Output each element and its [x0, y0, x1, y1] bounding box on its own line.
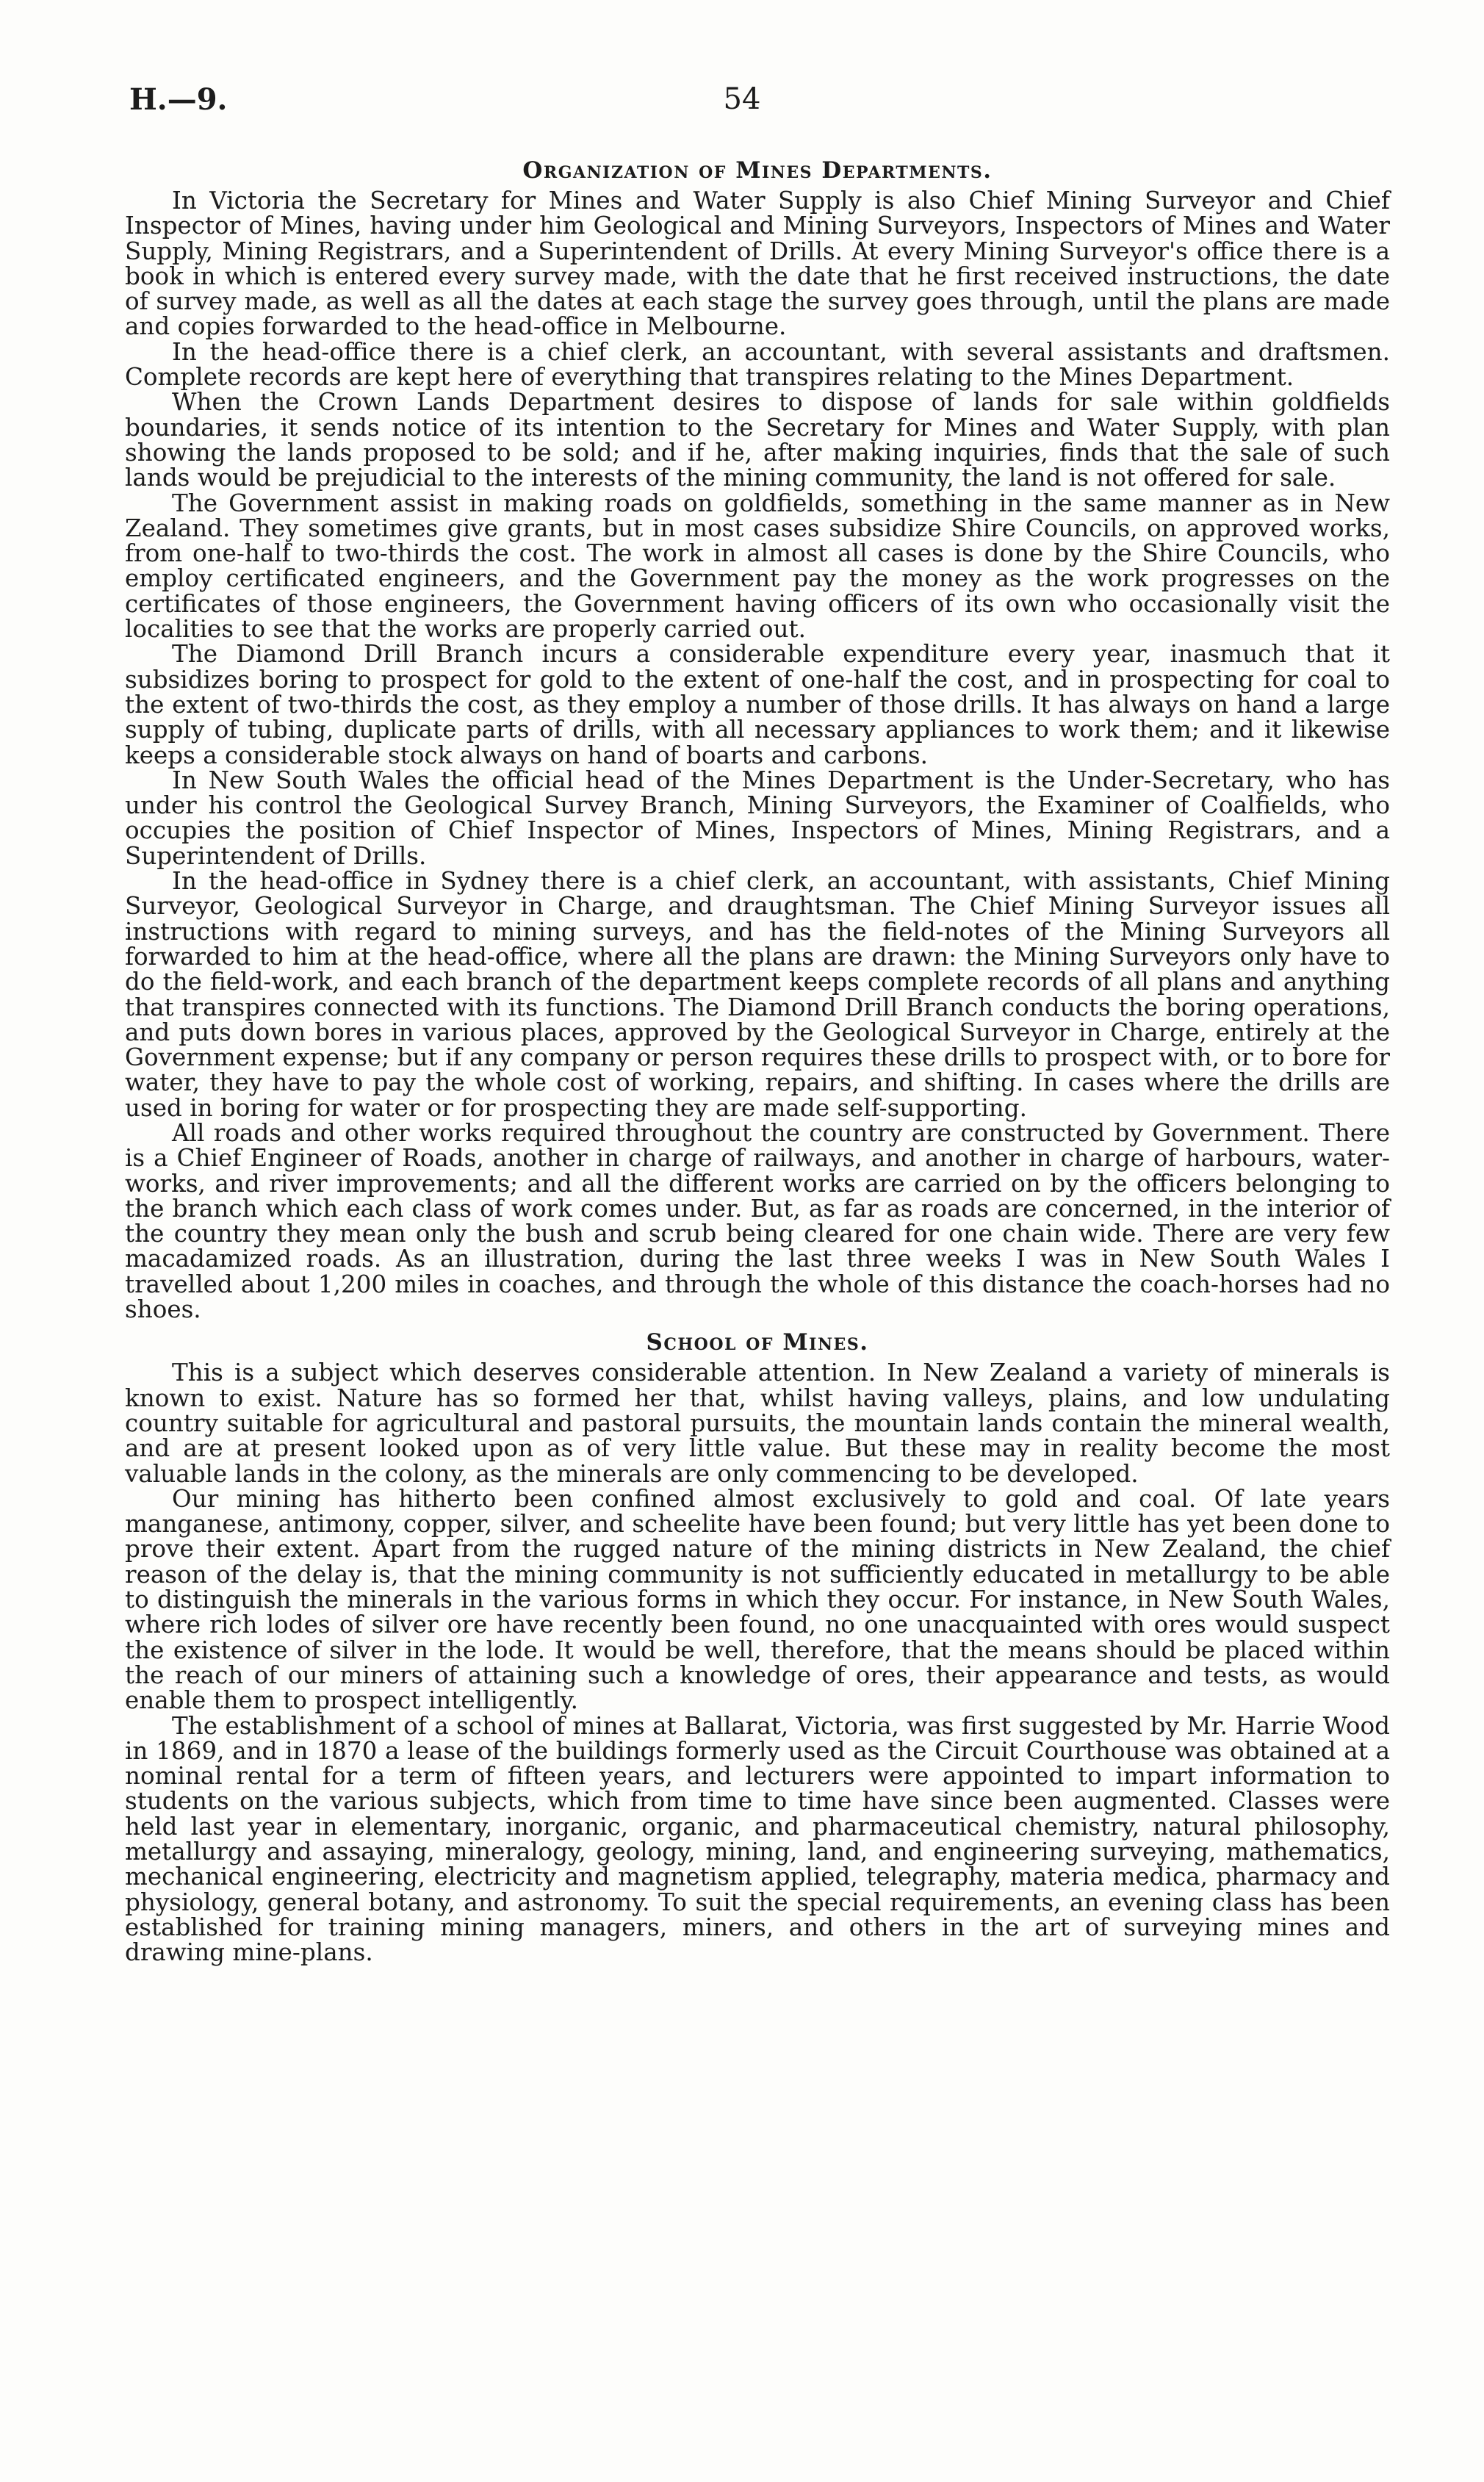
- section-heading: School of Mines.: [646, 1329, 869, 1356]
- section-heading: Organization of Mines Departments.: [522, 157, 993, 184]
- paragraph: The establishment of a school of mines at Ballarat, Victoria, was first suggested by Mr. Harrie Wood in 1869, and in 1870 a lease of the buildings formerly used as the Circuit Courthouse was obtained at a nominal rental for a term of fifteen years, and lecturers were appointed to impart information to students on the various subjects, which from time to time have since been augmented. Classes were held last year in elementary, inorganic, organic, and pharmaceutical chemistry, natural philosophy, metallurgy and assaying, mineralogy, geology, mining, land, and engineering surveying, mathematics, mechanical engineering, electricity and magnetism applied, telegraphy, materia medica, pharmacy and physiology, general botany, and astronomy. To suit the special requirements, an evening class has been established for training mining managers, miners, and others in the art of surveying mines and drawing mine-plans.: [125, 1711, 1390, 1967]
- paragraph: When the Crown Lands Department desires to dispose of lands for sale within goldfields boundaries, it sends notice of its intention to the Secretary for Mines and Water Supply, with plan showing the lands proposed to be sold; and if he, after making inquiries, finds that the sale of such lands would be prejudicial to the interests of the mining community, the land is not offered for sale.: [125, 388, 1390, 492]
- paragraph: In the head-office in Sydney there is a chief clerk, an accountant, with assistants, Chief Mining Surveyor, Geological Surveyor in Charge, and draughtsman. The Chief Mining Surveyor issues all instructions with regard to mining surveys, and has the field-notes of the Mining Surveyors all forwarded to him at the head-office, where all the plans are drawn: the Mining Surveyors only have to do the field-work, and each branch of the department keeps complete records of all plans and anything that transpires connected with its functions. The Diamond Drill Branch conducts the boring operations, and puts down bores in various places, approved by the Geological Surveyor in Charge, entirely at the Government expense; but if any company or person requires these drills to prospect with, or to bore for water, they have to pay the whole cost of working, repairs, and shifting. In cases where the drills are used in boring for water or for prospecting they are made self-supporting.: [125, 867, 1390, 1122]
- paragraph: The Diamond Drill Branch incurs a considerable expenditure every year, inasmuch that it subsidizes boring to prospect for gold to the extent of one-half the cost, and in prospecting for coal to the extent of two-thirds the cost, as they employ a number of those drills. It has always on hand a large supply of tubing, duplicate parts of drills, with all necessary appliances to work them; and it likewise keeps a considerable stock always on hand of boarts and carbons.: [125, 640, 1390, 769]
- paragraph: Our mining has hitherto been confined almost exclusively to gold and coal. Of late years manganese, antimony, copper, silver, and scheelite have been found; but very little has yet been done to prove their extent. Apart from the rugged nature of the mining districts in New Zealand, the chief reason of the delay is, that the mining community is not sufficiently educated in metallurgy to be able to distinguish the minerals in the various forms in which they occur. For instance, in New South Wales, where rich lodes of silver ore have recently been found, no one unacquainted with ores would suspect the existence of silver in the lode. It would be well, therefore, that the means should be placed within the reach of our miners of attaining such a knowledge of ores, their appearance and tests, as would enable them to prospect intelligently.: [125, 1484, 1390, 1715]
- page-header: [129, 82, 1355, 126]
- paragraph: In the head-office there is a chief clerk, an accountant, with several assistants and draftsmen. Complete records are kept here of everything that transpires relating to the Mines Department.: [125, 337, 1390, 392]
- page-number: 54: [723, 82, 761, 116]
- paragraph: In Victoria the Secretary for Mines and Water Supply is also Chief Mining Surveyor and Chief Inspector of Mines, having under him Geological and Mining Surveyors, Inspectors of Mines and Water Supply, Mining Registrars, and a Superintendent of Drills. At every Mining Surveyor's office there is a book in which is entered every survey made, with the date that he first received instructions, the date of survey made, as well as all the dates at each stage the survey goes through, until the plans are made and copies forwarded to the head-office in Melbourne.: [125, 187, 1390, 341]
- paragraph: All roads and other works required throughout the country are constructed by Government. There is a Chief Engineer of Roads, another in charge of railways, and another in charge of harbours, water-works, and river improvements; and all the different works are carried on by the officers belonging to the branch which each class of work comes under. But, as far as roads are concerned, in the interior of the country they mean only the bush and scrub being cleared for one chain wide. There are very few macadamized roads. As an illustration, during the last three weeks I was in New South Wales I travelled about 1,200 miles in coaches, and through the whole of this distance the coach-horses had no shoes.: [125, 1118, 1390, 1324]
- paragraph: In New South Wales the official head of the Mines Department is the Under-Secretary, who has under his control the Geological Survey Branch, Mining Surveyors, the Examiner of Coalfields, who occupies the position of Chief Inspector of Mines, Inspectors of Mines, Mining Registrars, and a Superintendent of Drills.: [125, 766, 1390, 870]
- paragraph: This is a subject which deserves considerable attention. In New Zealand a variety of minerals is known to exist. Nature has so formed her that, whilst having valleys, plains, and low undulating country suitable for agricultural and pastoral pursuits, the mountain lands contain the mineral wealth, and are at present looked upon as of very little value. But these may in reality become the most valuable lands in the colony, as the minerals are only commencing to be developed.: [125, 1359, 1390, 1488]
- paragraph: The Government assist in making roads on goldfields, something in the same manner as in New Zealand. They sometimes give grants, but in most cases subsidize Shire Councils, on approved works, from one-half to two-thirds the cost. The work in almost all cases is done by the Shire Councils, who employ certificated engineers, and the Government pay the money as the work progresses on the certificates of those engineers, the Government having officers of its own who occasionally visit the localities to see that the works are properly carried out.: [125, 489, 1390, 644]
- document-body: [125, 153, 1390, 1965]
- document-reference: H.—9.: [129, 82, 228, 117]
